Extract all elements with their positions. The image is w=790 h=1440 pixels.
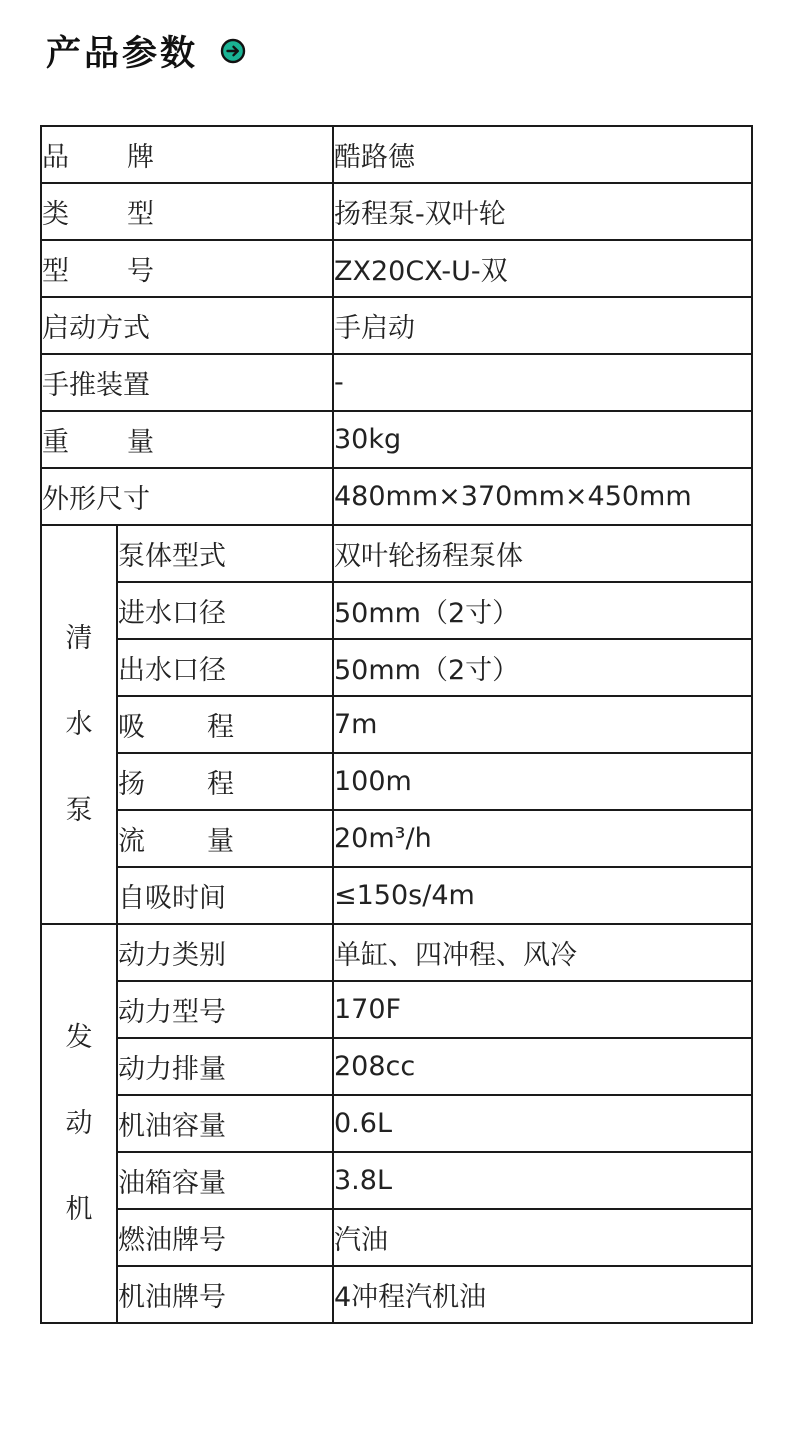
spec-value: 汽油 [333,1209,752,1266]
spec-label: 进水口径 [117,582,333,639]
spec-table [40,125,753,1324]
spec-value: 50mm（2寸） [333,582,752,639]
table-row [41,1152,752,1209]
spec-label: 手推装置 [41,354,333,411]
spec-value: 3.8L [333,1152,752,1209]
table-row [41,126,752,183]
spec-label-text: 流 量 [118,826,234,857]
table-row [41,183,752,240]
spec-value: - [333,354,752,411]
spec-label [41,240,333,297]
spec-label: 泵体型式 [117,525,333,582]
spec-value: 7m [333,696,752,753]
spec-value: 单缸、四冲程、风冷 [333,924,752,981]
spec-label: 外形尺寸 [41,468,333,525]
spec-label [117,810,333,867]
spec-label [41,183,333,240]
group-label: 清 水 泵 [41,525,117,924]
spec-label-text: 重 量 [42,427,154,458]
spec-value: 酷路德 [333,126,752,183]
table-row [41,867,752,924]
spec-value: 50mm（2寸） [333,639,752,696]
table-row [41,1038,752,1095]
group-label: 发 动 机 [41,924,117,1323]
spec-label-text: 吸 程 [118,712,234,743]
spec-label [41,126,333,183]
table-row [41,240,752,297]
spec-label-text: 类 型 [42,199,154,230]
spec-label: 自吸时间 [117,867,333,924]
table-row [41,525,752,582]
table-row [41,981,752,1038]
spec-value: 手启动 [333,297,752,354]
table-row [41,639,752,696]
spec-value: 480mm×370mm×450mm [333,468,752,525]
table-row [41,297,752,354]
spec-value: 30kg [333,411,752,468]
spec-label-text: 型 号 [42,256,154,287]
spec-label-text: 扬 程 [118,769,234,800]
page-header [46,26,246,76]
spec-label: 机油容量 [117,1095,333,1152]
spec-label [117,696,333,753]
spec-label: 燃油牌号 [117,1209,333,1266]
spec-label: 启动方式 [41,297,333,354]
spec-value: 20m³/h [333,810,752,867]
table-row [41,1095,752,1152]
spec-label: 出水口径 [117,639,333,696]
table-row [41,582,752,639]
spec-label: 动力排量 [117,1038,333,1095]
spec-value: 100m [333,753,752,810]
spec-value: 4冲程汽机油 [333,1266,752,1323]
page-title: 产品参数 [46,34,199,74]
table-row [41,810,752,867]
spec-value: 170F [333,981,752,1038]
table-row [41,753,752,810]
spec-label: 机油牌号 [117,1266,333,1323]
spec-label [41,411,333,468]
table-row [41,696,752,753]
spec-value: 扬程泵-双叶轮 [333,183,752,240]
spec-label: 动力类别 [117,924,333,981]
table-row [41,411,752,468]
table-row [41,1209,752,1266]
table-row [41,1266,752,1323]
spec-value: ≤150s/4m [333,867,752,924]
table-row [41,354,752,411]
spec-label [117,753,333,810]
arrow-right-circle-icon[interactable] [220,38,246,64]
table-row [41,468,752,525]
spec-value: ZX20CX-U-双 [333,240,752,297]
spec-value: 208cc [333,1038,752,1095]
spec-label: 动力型号 [117,981,333,1038]
spec-label-text: 品 牌 [42,142,154,173]
spec-value: 0.6L [333,1095,752,1152]
spec-value: 双叶轮扬程泵体 [333,525,752,582]
spec-label: 油箱容量 [117,1152,333,1209]
table-row [41,924,752,981]
